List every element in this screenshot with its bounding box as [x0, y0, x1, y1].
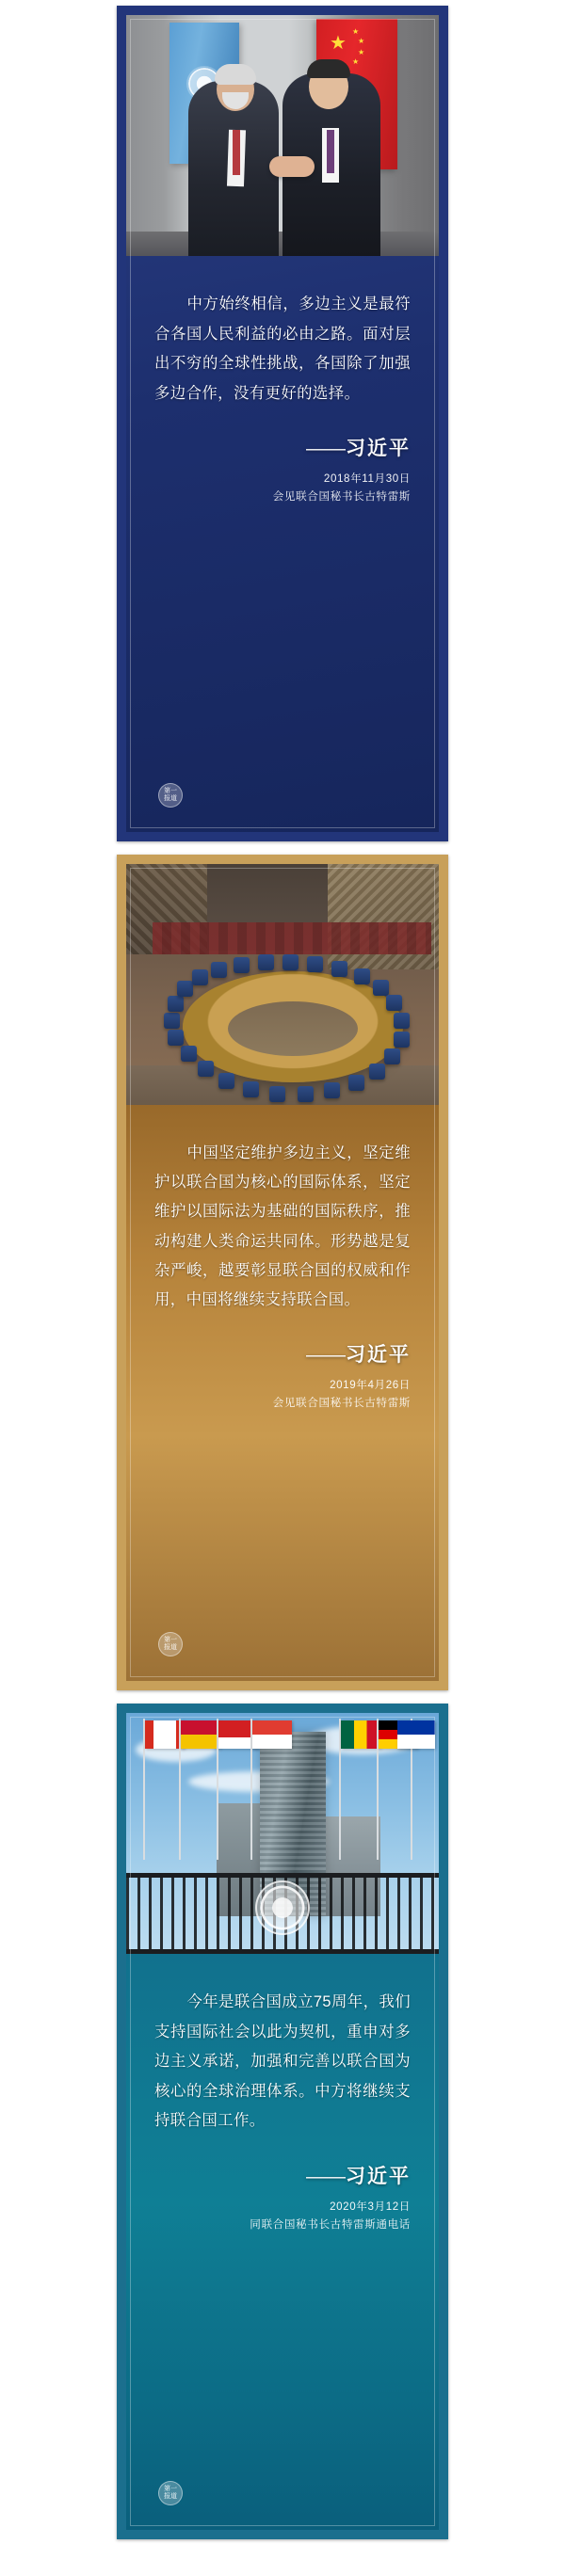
handshake	[269, 156, 315, 177]
quote-text: 中国坚定维护多边主义，坚定维护以联合国为核心的国际体系，坚定维护以国际法为基础的国际秩序，推动构建人类命运共同体。形势越是复杂严峻，越要彰显联合国的权威和作用，中国将继续支持联合国。	[154, 1144, 411, 1308]
chair	[331, 961, 347, 977]
quote-event: 同联合国秘书长古特雷斯通电话	[250, 2217, 411, 2231]
dash: ——	[306, 1344, 346, 1367]
attribution	[154, 433, 411, 504]
star-small-icon: ★	[358, 37, 365, 45]
figure-right-head	[309, 64, 348, 109]
chair	[164, 1013, 180, 1029]
figure-left-head	[217, 68, 254, 111]
attribution	[154, 1339, 411, 1410]
quote-event: 会见联合国秘书长古特雷斯	[272, 490, 411, 503]
chair	[369, 1064, 385, 1080]
logo-line-1: 第一	[164, 1636, 177, 1643]
star-large-icon: ★	[330, 33, 347, 54]
card-2-quote-block	[126, 1105, 439, 1681]
publisher-logo	[158, 2481, 183, 2505]
speaker-name: 习近平	[346, 2165, 411, 2187]
logo-line-2: 报道	[164, 2493, 177, 2500]
logo-line-2: 报道	[164, 795, 177, 802]
chair	[269, 1086, 285, 1102]
quote-card-1	[117, 6, 448, 841]
chair	[181, 1046, 197, 1062]
chair	[394, 1013, 410, 1029]
attribution	[154, 2161, 411, 2232]
chair	[168, 1030, 184, 1046]
card-3-quote-block	[126, 1954, 439, 2530]
chair	[198, 1061, 214, 1077]
quote-card-3	[117, 1704, 448, 2539]
chair	[211, 962, 227, 978]
quote-date: 2020年3月12日	[330, 2200, 411, 2213]
chair	[282, 954, 299, 970]
chair	[234, 957, 250, 973]
speaker-line	[154, 2161, 411, 2189]
speaker-name: 习近平	[346, 438, 411, 459]
quote-date: 2018年11月30日	[323, 472, 411, 485]
fence-rail-top	[126, 1873, 439, 1878]
chair	[218, 1073, 234, 1089]
publisher-logo	[158, 1632, 183, 1656]
chair-ring	[160, 954, 426, 1099]
chair	[307, 956, 323, 972]
chair	[168, 996, 184, 1012]
card-1-inner	[126, 15, 439, 832]
flag-member-6	[397, 1720, 435, 1749]
chair	[324, 1082, 340, 1098]
card-2-inner	[126, 864, 439, 1681]
quote-event: 会见联合国秘书长古特雷斯	[272, 1397, 411, 1410]
publisher-logo	[158, 783, 183, 808]
dash: ——	[306, 2165, 346, 2187]
quote-text: 今年是联合国成立75周年，我们支持国际社会以此为契机，重申对多边主义承诺，加强和完善以联合国为核心的全球治理体系。中方将继续支持联合国工作。	[154, 1993, 411, 2129]
chair	[258, 954, 274, 970]
star-small-icon: ★	[352, 27, 360, 36]
card-1-quote-block	[126, 256, 439, 832]
chair	[298, 1086, 314, 1102]
logo-line-2: 报道	[164, 1644, 177, 1651]
quote-date: 2019年4月26日	[330, 1379, 411, 1392]
chair	[384, 1048, 400, 1064]
dash: ——	[306, 438, 346, 459]
un-emblem-icon	[255, 1880, 310, 1935]
chair	[348, 1075, 364, 1091]
chair	[373, 980, 389, 996]
quote-text: 中方始终相信，多边主义是最符合各国人民利益的必由之路。面对层出不穷的全球性挑战，各国除了加强多边合作，没有更好的选择。	[154, 296, 411, 402]
flag-member-1	[181, 1720, 220, 1749]
logo-line-1: 第一	[164, 787, 177, 794]
logo-line-1: 第一	[164, 2485, 177, 2492]
gallery-seats	[153, 922, 431, 954]
quote-card-2	[117, 855, 448, 1690]
star-small-icon: ★	[352, 57, 360, 66]
card-3-photo	[126, 1713, 439, 1954]
figure-left-tie	[233, 130, 240, 175]
speaker-line	[154, 433, 411, 461]
chair	[243, 1081, 259, 1097]
card-2-photo	[126, 864, 439, 1105]
chair	[394, 1032, 410, 1048]
chair	[386, 995, 402, 1011]
figure-right-tie	[327, 130, 334, 173]
flag-member-3	[252, 1720, 292, 1749]
chair	[192, 969, 208, 985]
star-small-icon: ★	[358, 48, 365, 56]
card-3-inner	[126, 1713, 439, 2530]
chair	[354, 968, 370, 984]
flag-member-4	[341, 1720, 380, 1749]
chair	[177, 981, 193, 997]
card-1-photo	[126, 15, 439, 256]
speaker-name: 习近平	[346, 1344, 411, 1367]
speaker-line	[154, 1339, 411, 1368]
